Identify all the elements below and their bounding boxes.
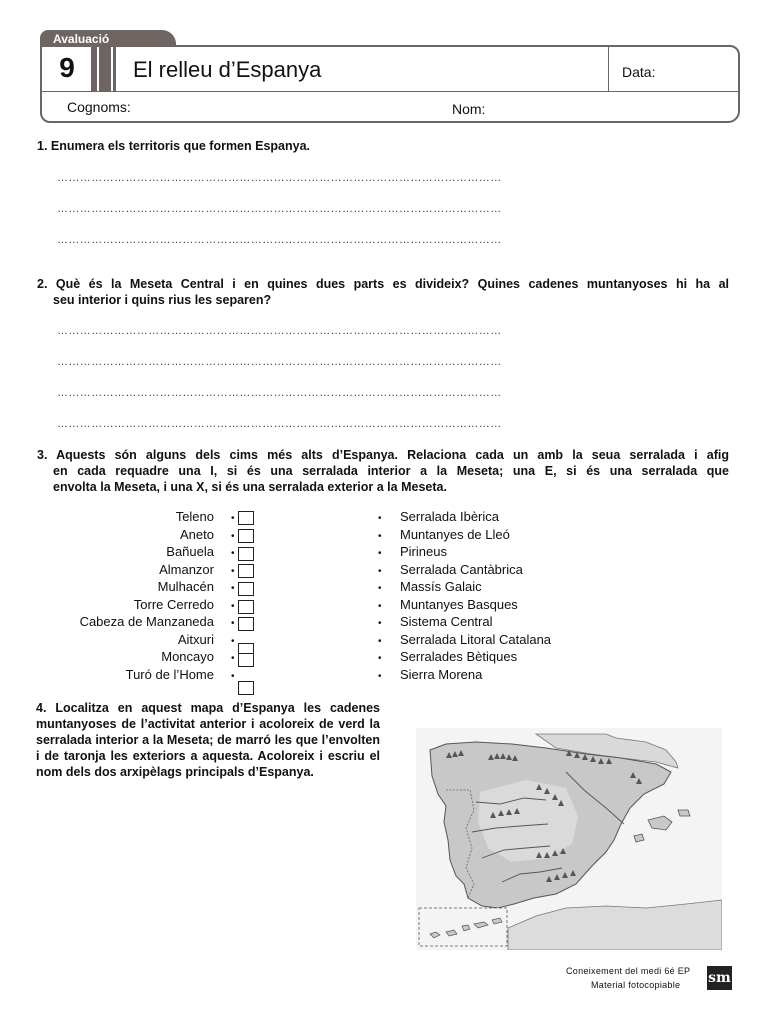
peak-item: Torre Cerredo <box>133 596 214 612</box>
peak-bullet[interactable]: • <box>231 530 235 542</box>
answer-box[interactable] <box>238 653 254 667</box>
range-item: Serralada Ibèrica <box>400 509 499 524</box>
spain-map[interactable] <box>416 728 722 950</box>
peak-bullet[interactable]: • <box>231 513 235 524</box>
peak-item: Bañuela <box>166 544 214 559</box>
question-3-line-1: 3. Aquests són alguns dels cims més alts d’Espanya. Relaciona cada un amb la seua serralada i afig <box>37 448 729 462</box>
answer-box[interactable] <box>238 547 254 561</box>
answer-box[interactable] <box>238 529 254 543</box>
surname-label: Cognoms: <box>67 99 131 115</box>
peak-bullet[interactable]: • <box>231 618 235 629</box>
range-bullet[interactable]: • <box>378 600 382 612</box>
range-item: Serralada Cantàbrica <box>400 561 523 577</box>
peak-item: Aitxuri <box>177 631 214 647</box>
footer-photocopy-note: Material fotocopiable <box>591 980 681 990</box>
answer-line[interactable]: ……………………………………………………………………………………………………… <box>57 325 502 337</box>
peak-item: Turó de l’Home <box>125 666 214 682</box>
answer-box[interactable] <box>238 564 254 578</box>
peak-bullet[interactable]: • <box>231 548 235 559</box>
range-item: Muntanyes Basques <box>400 596 518 612</box>
question-2-line-2: seu interior i quins rius les separen? <box>53 293 272 307</box>
name-label: Nom: <box>452 101 486 117</box>
question-2-line-1: 2. Què és la Meseta Central i en quines dues parts es divideix? Quines cadenes muntanyoses hi ha al <box>37 277 729 291</box>
answer-line[interactable]: ……………………………………………………………………………………………………… <box>57 203 502 215</box>
peak-item: Mulhacén <box>157 579 214 594</box>
range-item: Pirineus <box>400 544 447 559</box>
answer-box[interactable] <box>238 617 254 631</box>
question-4: 4. Localitza en aquest mapa d’Espanya les cadenes muntanyoses de l’activitat anterior i acoloreix de verd la serralada interior a la Meseta; de marró les que l’envolten i de taronja les exteriors a aquesta. Acoloreix i escriu el nom dels dos arxipèlags principals d’Espanya. <box>36 701 380 779</box>
peak-item: Almanzor <box>159 561 214 577</box>
question-3-line-2: en cada requadre una I, si és una serralada interior a la Meseta; una E, si és una serralada que <box>53 464 729 478</box>
range-bullet[interactable]: • <box>378 513 382 524</box>
range-item: Sistema Central <box>400 614 493 629</box>
answer-line[interactable]: ……………………………………………………………………………………………………… <box>57 418 502 430</box>
range-item: Massís Galaic <box>400 579 482 594</box>
answer-box[interactable] <box>238 600 254 614</box>
question-3-line-3: envolta la Meseta, i una X, si és una serralada exterior a la Meseta. <box>53 480 447 494</box>
range-bullet[interactable]: • <box>378 653 382 664</box>
range-bullet[interactable]: • <box>378 583 382 594</box>
range-bullet[interactable]: • <box>378 565 382 577</box>
peak-item: Aneto <box>180 526 214 542</box>
range-item: Serralada Litoral Catalana <box>400 631 552 647</box>
answer-box[interactable] <box>238 511 254 525</box>
answer-line[interactable]: ……………………………………………………………………………………………………… <box>57 172 502 184</box>
range-bullet[interactable]: • <box>378 635 382 647</box>
range-item: Sierra Morena <box>400 666 483 682</box>
range-bullet[interactable]: • <box>378 618 382 629</box>
peak-bullet[interactable]: • <box>231 600 235 612</box>
header-stripe <box>113 47 116 91</box>
header-divider <box>42 91 738 92</box>
unit-number: 9 <box>59 52 75 83</box>
date-divider <box>608 47 609 91</box>
answer-line[interactable]: ……………………………………………………………………………………………………… <box>57 356 502 368</box>
evaluation-tab: Avaluació <box>40 30 176 47</box>
peak-item: Cabeza de Manzaneda <box>79 614 214 629</box>
peak-item: Moncayo <box>161 649 214 664</box>
range-bullet[interactable]: • <box>378 670 382 682</box>
question-1: 1. Enumera els territoris que formen Espanya. <box>37 139 311 153</box>
peak-bullet[interactable]: • <box>231 565 235 577</box>
publisher-logo: sm <box>707 966 732 990</box>
range-bullet[interactable]: • <box>378 548 382 559</box>
answer-line[interactable]: ……………………………………………………………………………………………………… <box>57 234 502 246</box>
range-bullet[interactable]: • <box>378 530 382 542</box>
peak-item: Teleno <box>175 509 214 524</box>
answer-box[interactable] <box>238 582 254 596</box>
peak-bullet[interactable]: • <box>231 635 235 647</box>
peak-bullet[interactable]: • <box>231 670 235 682</box>
header-stripe <box>92 47 97 91</box>
page-title: El relleu d’Espanya <box>133 57 322 82</box>
peak-bullet[interactable]: • <box>231 653 235 664</box>
header-stripe <box>99 47 111 91</box>
date-label: Data: <box>622 64 656 80</box>
balearic-islands <box>678 810 690 816</box>
range-item: Serralades Bètiques <box>400 649 518 664</box>
answer-line[interactable]: ……………………………………………………………………………………………………… <box>57 387 502 399</box>
answer-box[interactable] <box>238 681 254 695</box>
peak-bullet[interactable]: • <box>231 583 235 594</box>
range-item: Muntanyes de Lleó <box>400 526 510 542</box>
footer-subject: Coneixement del medi 6é EP <box>566 966 691 976</box>
